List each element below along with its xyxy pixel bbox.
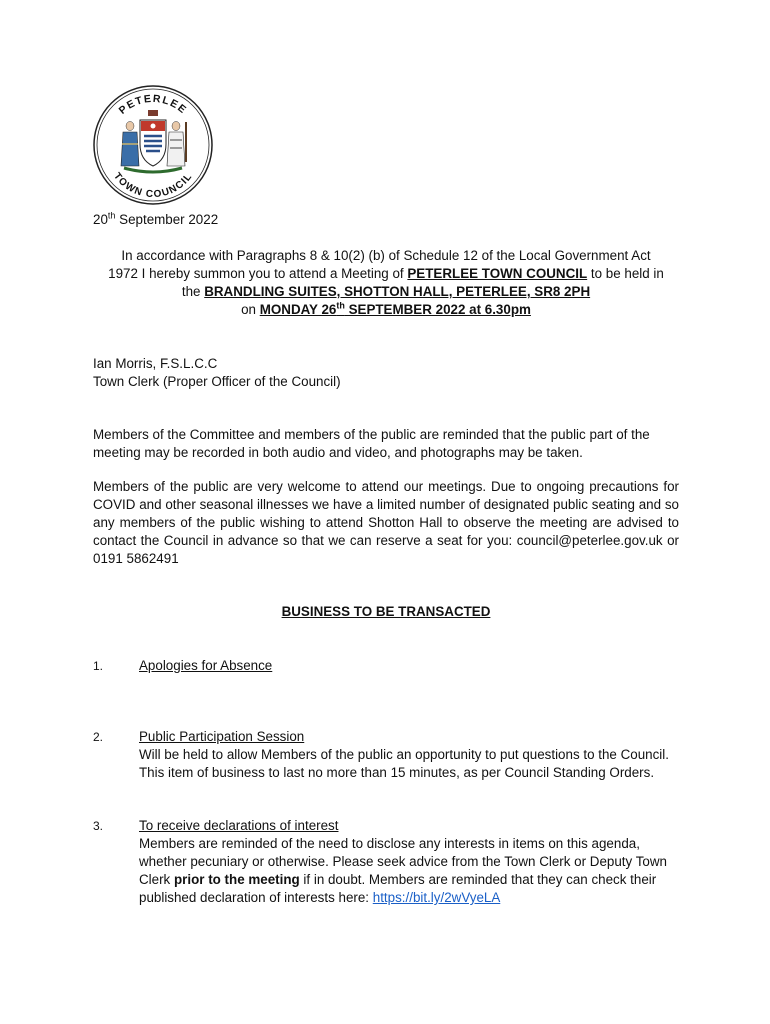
signature-block [93, 355, 679, 391]
meeting-venue: BRANDLING SUITES, SHOTTON HALL, PETERLEE, SR8 2PH [204, 284, 591, 299]
agenda-item-number: 3. [93, 819, 104, 833]
meeting-datetime: MONDAY 26th SEPTEMBER 2022 at 6.30pm [259, 300, 531, 317]
council-crest-icon [92, 84, 214, 206]
agenda-item-title: Public Participation Session [139, 729, 305, 744]
seal-top-text: PETERLEE [116, 92, 190, 117]
agenda-item-body: Members are reminded of the need to disclose any interests in items on this agenda, whether pecuniary or otherwise. Please seek advice from the Town Clerk or Deputy Town Clerk prior to the meeting if in doubt. Members are reminded that they can check their published declaration of interests here: https://bit.ly/2wVyeLA [139, 836, 667, 905]
agenda-item-body: Will be held to allow Members of the public an opportunity to put questions to the Council. This item of business to last no more than 15 minutes, as per Council Standing Orders. [139, 747, 669, 780]
agenda-item-title: Apologies for Absence [139, 658, 273, 673]
seal-bottom-text: TOWN COUNCIL [111, 170, 195, 201]
agenda-item-number: 1. [93, 659, 104, 673]
declarations-link[interactable]: https://bit.ly/2wVyeLA [372, 890, 501, 905]
clerk-title: Town Clerk (Proper Officer of the Council) [93, 374, 341, 389]
clerk-name: Ian Morris, F.S.L.C.C [93, 356, 218, 371]
summons-paragraph: In accordance with Paragraphs 8 & 10(2) (b) of Schedule 12 of the Local Government Act 1972 I hereby summon you to attend a Meeting of PETERLEE TOWN COUNCIL to be held in the BRANDLING SUITES, SHOTTON HALL, PETERLEE, SR8 2PH on MONDAY 26th SEPTEMBER 2022 at 6.30pm [108, 248, 664, 317]
public-attendance-notice: Members of the public are very welcome to attend our meetings. Due to ongoing precautions for COVID and other seasonal illnesses we have a limited number of designated public seating and so any members of the public wishing to attend Shotton Hall to observe the meeting are advised to contact the Council in advance so that we can reserve a seat for you: council@peterlee.gov.uk or 0191 5862491 [93, 479, 679, 566]
agenda-item-title: To receive declarations of interest [139, 818, 339, 833]
council-name: PETERLEE TOWN COUNCIL [407, 266, 588, 281]
business-heading: BUSINESS TO BE TRANSACTED [281, 604, 491, 619]
recording-notice: Members of the Committee and members of the public are reminded that the public part of the meeting may be recorded in both audio and video, and photographs may be taken. [93, 427, 650, 460]
letter-date: 20th September 2022 [93, 210, 219, 227]
agenda-item-number: 2. [93, 730, 104, 744]
